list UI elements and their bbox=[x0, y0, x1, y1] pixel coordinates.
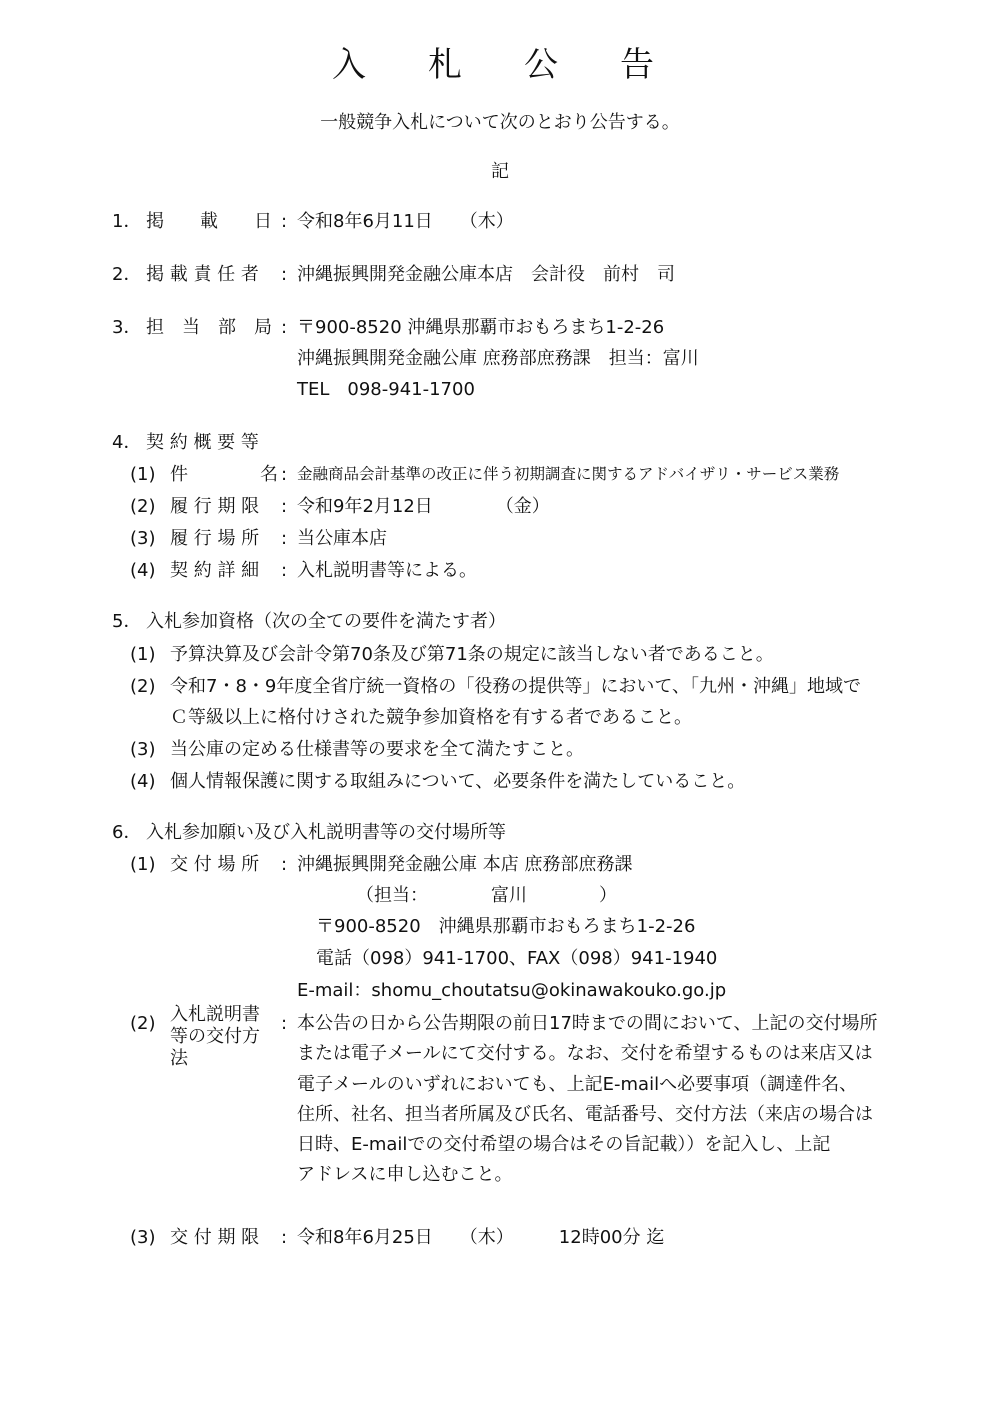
item-label-line: 法 bbox=[170, 1048, 188, 1069]
colon: : bbox=[281, 211, 288, 232]
item-number: (1) bbox=[130, 644, 156, 665]
delivery-method-text: アドレスに申し込むこと。 bbox=[297, 1164, 513, 1185]
colon: : bbox=[281, 464, 288, 485]
delivery-method-text: 住所、社名、担当者所属及び氏名、電話番号、交付方法（来店の場合は bbox=[297, 1104, 873, 1125]
colon: : bbox=[281, 1227, 288, 1248]
item-number: (1) bbox=[130, 464, 156, 485]
delivery-office: 沖縄振興開発金融公庫 本店 庶務部庶務課 bbox=[297, 854, 633, 875]
section-2-number: 2． bbox=[112, 264, 142, 285]
item-number: (3) bbox=[130, 739, 156, 760]
delivery-address: 〒900-8520 沖縄県那覇市おもろまち1-2-26 bbox=[316, 916, 696, 937]
colon: : bbox=[281, 854, 288, 875]
department-address: 〒900-8520 沖縄県那覇市おもろまち1-2-26 bbox=[297, 317, 665, 338]
item-label: 交 付 場 所 bbox=[170, 854, 260, 875]
section-3-number: 3． bbox=[112, 317, 142, 338]
colon: : bbox=[281, 560, 288, 581]
section-6-number: 6． bbox=[112, 822, 142, 843]
item-label: 履 行 期 限 bbox=[170, 496, 260, 517]
delivery-method-text: 電子メールのいずれにおいても、上記E-mailへ必要事項（調達件名、 bbox=[297, 1074, 858, 1095]
item-number: (4) bbox=[130, 560, 156, 581]
page-title: 入 札 公 告 bbox=[332, 45, 668, 85]
item-number: (2) bbox=[130, 496, 156, 517]
section-2-label: 掲 載 責 任 者 bbox=[146, 264, 259, 285]
delivery-email[interactable]: E-mail：shomu_choutatsu@okinawakouko.go.jp bbox=[297, 980, 727, 1001]
item-number: (2) bbox=[130, 1013, 156, 1034]
item-number: (1) bbox=[130, 854, 156, 875]
posting-date: 令和8年6月11日 （木） bbox=[297, 211, 514, 232]
colon: : bbox=[281, 1013, 288, 1034]
performance-place: 当公庫本店 bbox=[297, 528, 387, 549]
item-number: (3) bbox=[130, 528, 156, 549]
contract-details: 入札説明書等による。 bbox=[297, 560, 477, 581]
delivery-method-text: 本公告の日から公告期限の前日17時までの間において、上記の交付場所 bbox=[297, 1013, 878, 1034]
delivery-deadline: 令和8年6月25日 （木） 12時00分 迄 bbox=[297, 1227, 665, 1248]
delivery-method-text: または電子メールにて交付する。なお、交付を希望するものは来店又は bbox=[297, 1043, 873, 1064]
item-label: 件 名 bbox=[170, 464, 278, 485]
responsible-person: 沖縄振興開発金融公庫本店 会計役 前村 司 bbox=[297, 264, 675, 285]
section-4-number: 4． bbox=[112, 432, 142, 453]
qualification-text: 当公庫の定める仕様書等の要求を全て満たすこと。 bbox=[170, 739, 584, 760]
intro-text: 一般競争入札について次のとおり公告する。 bbox=[320, 112, 680, 133]
qualification-text-continued: Ｃ等級以上に格付けされた競争参加資格を有する者であること。 bbox=[170, 707, 692, 728]
item-label: 履 行 場 所 bbox=[170, 528, 260, 549]
section-4-heading: 契 約 概 要 等 bbox=[146, 432, 259, 453]
colon: : bbox=[281, 264, 288, 285]
qualification-text: 令和7・8・9年度全省庁統一資格の「役務の提供等」において、「九州・沖縄」地域で bbox=[170, 676, 861, 697]
colon: : bbox=[281, 317, 288, 338]
department-name: 沖縄振興開発金融公庫 庶務部庶務課 担当：富川 bbox=[297, 348, 699, 369]
item-label: 交 付 期 限 bbox=[170, 1227, 260, 1248]
colon: : bbox=[281, 528, 288, 549]
performance-deadline: 令和9年2月12日 （金） bbox=[297, 496, 550, 517]
colon: : bbox=[281, 496, 288, 517]
section-5-number: 5． bbox=[112, 611, 142, 632]
item-label-line: 等の交付方 bbox=[170, 1026, 260, 1047]
section-5-heading: 入札参加資格（次の全ての要件を満たす者） bbox=[146, 611, 506, 632]
item-number: (3) bbox=[130, 1227, 156, 1248]
section-1-label: 掲 載 日 bbox=[146, 211, 272, 232]
section-3-label: 担 当 部 局 bbox=[146, 317, 272, 338]
item-label: 契 約 詳 細 bbox=[170, 560, 260, 581]
section-6-heading: 入札参加願い及び入札説明書等の交付場所等 bbox=[146, 822, 506, 843]
qualification-text: 個人情報保護に関する取組みについて、必要条件を満たしていること。 bbox=[170, 771, 746, 792]
contract-subject: 金融商品会計基準の改正に伴う初期調査に関するアドバイザリ・サービス業務 bbox=[297, 465, 840, 483]
item-number: (2) bbox=[130, 676, 156, 697]
delivery-phone-fax: 電話（098）941-1700、FAX（098）941-1940 bbox=[316, 948, 718, 969]
item-label-line: 入札説明書 bbox=[170, 1004, 260, 1025]
department-phone: TEL 098-941-1700 bbox=[297, 379, 475, 400]
qualification-text: 予算決算及び会計令第70条及び第71条の規定に該当しない者であること。 bbox=[170, 644, 774, 665]
ki-label: 記 bbox=[491, 161, 509, 182]
section-1-number: 1． bbox=[112, 211, 142, 232]
delivery-method-text: 日時、E-mailでの交付希望の場合はその旨記載））を記入し、上記 bbox=[297, 1134, 831, 1155]
item-number: (4) bbox=[130, 771, 156, 792]
delivery-contact: （担当： 富川 ） bbox=[356, 885, 617, 906]
